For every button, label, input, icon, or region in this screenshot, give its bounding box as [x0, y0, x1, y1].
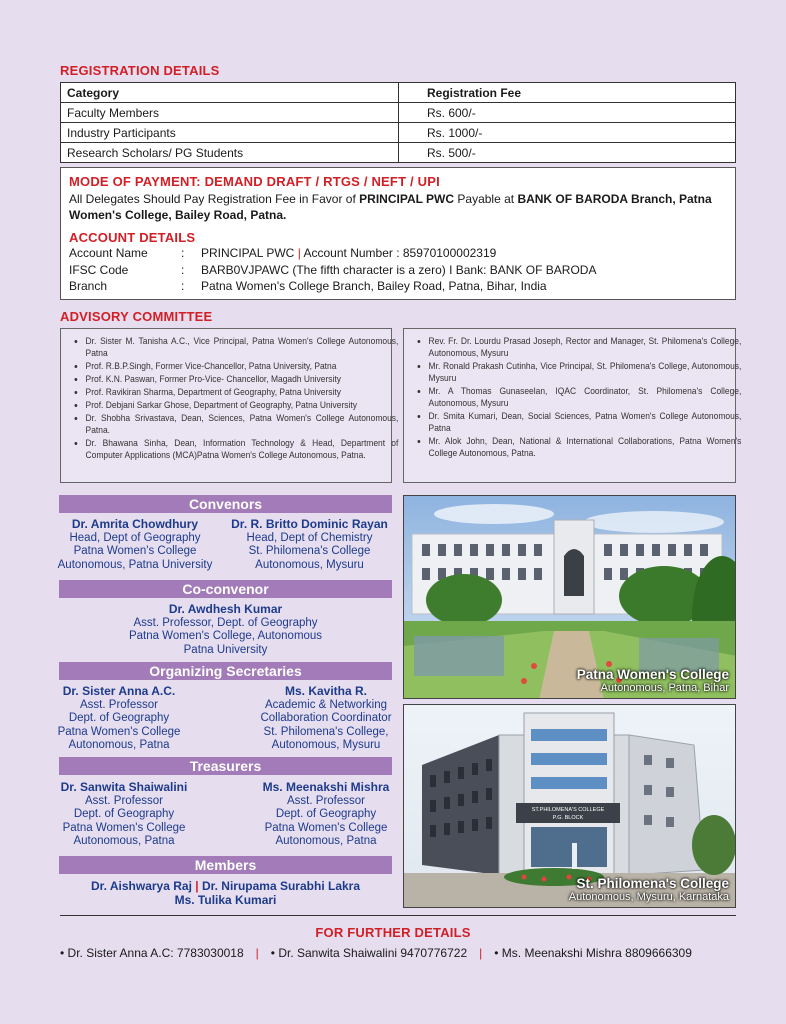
account-divider: |: [297, 246, 301, 260]
person-line: Collaboration Coordinator: [260, 712, 392, 724]
contact-2: • Dr. Sanwita Shaiwalini 9470776722: [270, 946, 468, 960]
person-name: Dr. Sanwita Shaiwalini: [60, 780, 188, 794]
list-item: • Prof. Ravikiran Sharma, Department of Geography, Patna University: [86, 386, 399, 398]
person-line: Autonomous, Patna University: [57, 558, 213, 571]
person-line: Dept. of Geography: [68, 712, 170, 724]
payment-instructions: [69, 191, 727, 223]
payment-title: MODE OF PAYMENT: DEMAND DRAFT / RTGS / NEFT / UPI: [69, 174, 440, 189]
account-name-value: PRINCIPAL PWC: [201, 246, 295, 260]
list-item: • Prof. Debjani Sarkar Ghose, Department of Geography, Patna University: [86, 399, 399, 411]
contact-1: • Dr. Sister Anna A.C: 7783030018: [60, 946, 244, 960]
person-line: Patna Women's College: [264, 821, 388, 834]
person-line: Head, Dept of Geography: [69, 531, 201, 544]
person-line: Patna University: [183, 643, 268, 656]
treasurers-bar: Treasurers: [59, 757, 392, 775]
footer-divider: [60, 915, 736, 916]
person-name: Dr. Awdhesh Kumar: [168, 602, 283, 616]
list-item: • Dr. Sister M. Tanisha A.C., Vice Principal, Patna Women's College Autonomous, Patna: [86, 335, 399, 359]
payment-text-2: Payable at: [454, 192, 518, 206]
pwc-photo: [403, 495, 736, 699]
person-line: St. Philomena's College,: [263, 725, 389, 738]
person-line: Autonomous, Patna: [68, 739, 170, 751]
advisory-right-box: [403, 328, 742, 483]
person-line: Dept. of Geography: [275, 808, 377, 820]
person-line: Autonomous, Mysuru: [255, 558, 364, 571]
payment-text-1: All Delegates Should Pay Registration Fee in Favor of: [69, 192, 360, 206]
pwc-caption-title: Patna Women's College: [576, 667, 729, 682]
list-item: • Rev. Fr. Dr. Lourdu Prasad Joseph, Rector and Manager, St. Philomena's College, Autonomous, Mysuru: [429, 335, 742, 359]
spc-photo: [403, 704, 736, 908]
account-row: [69, 262, 727, 279]
coconvenor: [59, 603, 392, 657]
pwc-caption-sub: Autonomous, Patna, Bihar: [600, 682, 729, 694]
account-key: Account Name: [69, 246, 148, 260]
convenor-a: [54, 518, 216, 572]
person-line: Autonomous, Patna: [73, 835, 175, 847]
account-value: [201, 245, 496, 262]
list-item: • Prof. R.B.P.Singh, Former Vice-Chancellor, Patna University, Patna: [86, 360, 399, 372]
person-line: Asst. Professor: [287, 794, 365, 807]
person-line: Autonomous, Patna: [275, 835, 377, 847]
cell-fee: Rs. 500/-: [399, 143, 736, 163]
payment-bank: BANK OF BARODA Branch, Patna Women's College, Bailey Road, Patna.: [69, 192, 712, 222]
cell-category: Faculty Members: [61, 103, 399, 123]
person-line: Asst. Professor, Dept. of Geography: [133, 616, 318, 629]
cell-fee: Rs. 600/-: [399, 103, 736, 123]
contact-sep: |: [255, 946, 259, 960]
person-line: Asst. Professor: [85, 794, 163, 807]
secretary-a: [54, 685, 184, 753]
person-line: Patna Women's College: [62, 821, 186, 834]
account-sep: :: [181, 262, 185, 277]
account-key: Branch: [69, 279, 108, 293]
secretary-b: [252, 685, 400, 753]
person-name: Dr. Amrita Chowdhury: [71, 517, 199, 531]
spc-building-sign: ST.PHILOMENA'S COLLEGE: [531, 807, 605, 813]
member-name: Ms. Tulika Kumari: [174, 892, 277, 907]
registration-title: REGISTRATION DETAILS: [60, 63, 220, 78]
cell-category: Industry Participants: [61, 123, 399, 143]
payment-box: [60, 167, 736, 300]
person-name: Ms. Meenakshi Mishra: [262, 780, 390, 794]
convenor-b: [222, 518, 397, 572]
person-line: Patna Women's College: [57, 725, 181, 738]
spc-caption-title: St. Philomena's College: [576, 876, 729, 891]
member-name: Dr. Nirupama Surabhi Lakra: [201, 879, 361, 893]
account-number-value: Account Number : 85970100002319: [303, 246, 497, 260]
person-line: Patna Women's College: [73, 545, 197, 557]
person-name: Dr. Sister Anna A.C.: [62, 684, 176, 698]
members-list: [59, 880, 392, 907]
table-row: [61, 103, 736, 123]
footer-title: FOR FURTHER DETAILS: [315, 925, 471, 940]
header-category: Category: [61, 83, 399, 103]
advisory-right-list: [412, 335, 741, 459]
payment-payee: PRINCIPAL PWC: [359, 192, 455, 206]
account-value: Patna Women's College Branch, Bailey Road, Patna, Bihar, India: [201, 279, 547, 293]
secretaries-bar: Organizing Secretaries: [59, 662, 392, 680]
person-line: Head, Dept of Chemistry: [246, 531, 373, 544]
cell-category: Research Scholars/ PG Students: [61, 143, 399, 163]
person-line: Autonomous, Mysuru: [271, 739, 381, 751]
account-title: ACCOUNT DETAILS: [69, 230, 196, 245]
list-item: • Mr. Ronald Prakash Cutinha, Vice Principal, St. Philomena's College, Autonomous, Mysuru: [429, 360, 742, 384]
member-name: Dr. Aishwarya Raj: [90, 879, 192, 893]
pwc-caption: [577, 667, 729, 694]
account-row: [69, 245, 727, 262]
advisory-title: ADVISORY COMMITTEE: [60, 309, 213, 324]
treasurer-a: [54, 781, 194, 849]
contact-3: • Ms. Meenakshi Mishra 8809666309: [494, 946, 692, 960]
treasurer-b: [250, 781, 402, 849]
registration-table: [60, 82, 736, 163]
members-bar: Members: [59, 856, 392, 874]
person-name: Ms. Kavitha R.: [284, 684, 368, 698]
coconvenor-bar: Co-convenor: [59, 580, 392, 598]
table-header-row: [61, 83, 736, 103]
account-key: IFSC Code: [69, 262, 129, 277]
contact-sep: |: [479, 946, 483, 960]
account-value: BARB0VJPAWC (The fifth character is a zero) I Bank: BANK OF BARODA: [201, 262, 597, 277]
person-line: St. Philomena's College: [248, 545, 371, 557]
person-name: Dr. R. Britto Dominic Rayan: [231, 517, 388, 531]
account-row: [69, 278, 727, 295]
person-line: Patna Women's College, Autonomous: [128, 630, 323, 642]
table-row: [61, 143, 736, 163]
header-fee: Registration Fee: [399, 83, 736, 103]
list-item: • Dr. Smita Kumari, Dean, Social Sciences, Patna Women's College Autonomous, Patna: [429, 410, 742, 434]
table-row: [61, 123, 736, 143]
account-sep: :: [181, 246, 185, 260]
person-line: Asst. Professor: [80, 698, 158, 711]
person-line: Academic & Networking: [264, 698, 388, 711]
member-divider: |: [195, 879, 199, 893]
list-item: • Dr. Bhawana Sinha, Dean, Information Technology & Head, Department of Computer Applications (MCA)Patna Women's College Autonomous, Patna.: [86, 437, 399, 461]
spc-building-sign-2: P.G. BLOCK: [552, 815, 584, 821]
advisory-left-box: [60, 328, 399, 483]
list-item: • Prof. K.N. Paswan, Former Pro-Vice- Chancellor, Magadh University: [86, 373, 399, 385]
spc-caption: [569, 876, 729, 903]
list-item: • Mr. A Thomas Gunaseelan, IQAC Coordinator, St. Philomena's College, Autonomous, Mysuru: [429, 385, 742, 409]
footer-contacts: [60, 946, 740, 960]
list-item: • Mr. Alok John, Dean, National & International Collaborations, Patna Women's College Autonomous, Patna.: [429, 435, 742, 459]
spc-caption-sub: Autonomous, Mysuru, Karnataka: [568, 891, 729, 903]
advisory-left-list: [69, 335, 398, 461]
cell-fee: Rs. 1000/-: [399, 123, 736, 143]
members-line-1: [59, 880, 392, 894]
account-sep: :: [181, 279, 185, 293]
convenors-bar: Convenors: [59, 495, 392, 513]
person-line: Dept. of Geography: [73, 808, 175, 820]
list-item: • Dr. Shobha Srivastava, Dean, Sciences, Patna Women's College Autonomous, Patna.: [86, 412, 399, 436]
